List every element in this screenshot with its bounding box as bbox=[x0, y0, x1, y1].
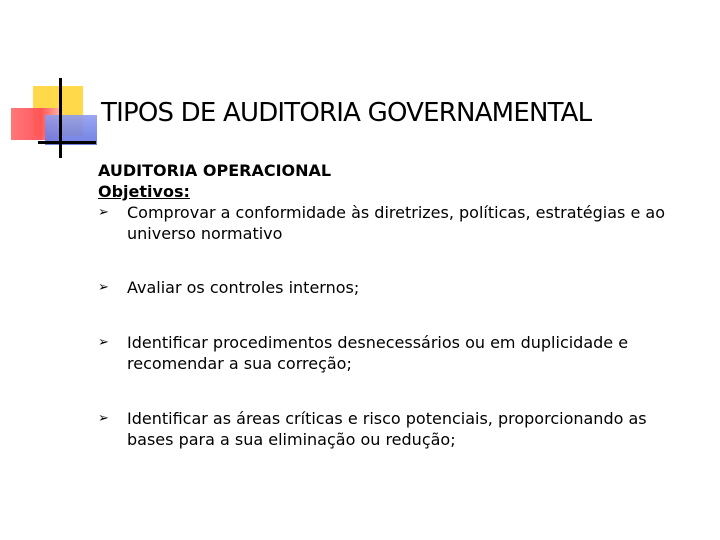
arrowhead-bullet-icon: ➢ bbox=[98, 280, 109, 295]
list-item-text: Identificar as áreas críticas e risco potenciais, proporcionando as bases para a sua eliminação ou redução; bbox=[127, 409, 647, 449]
logo-vertical-line bbox=[59, 78, 62, 158]
slide-title: TIPOS DE AUDITORIA GOVERNAMENTAL bbox=[101, 98, 592, 128]
list-item bbox=[98, 408, 698, 450]
arrowhead-bullet-icon: ➢ bbox=[98, 205, 109, 220]
logo-horizontal-line bbox=[38, 141, 96, 144]
list-item-text: Identificar procedimentos desnecessários ou em duplicidade e recomendar a sua correção; bbox=[127, 333, 629, 373]
arrowhead-bullet-icon: ➢ bbox=[98, 411, 109, 426]
list-item-text: Comprovar a conformidade às diretrizes, políticas, estratégias e ao universo normativo bbox=[127, 203, 665, 243]
arrowhead-bullet-icon: ➢ bbox=[98, 335, 109, 350]
list-item bbox=[98, 202, 698, 244]
slide-body bbox=[98, 160, 698, 450]
objectives-list bbox=[98, 202, 698, 450]
section-heading: AUDITORIA OPERACIONAL bbox=[98, 161, 332, 180]
list-item bbox=[98, 277, 698, 298]
slide-logo-decoration bbox=[0, 0, 100, 170]
objectives-label: Objetivos: bbox=[98, 182, 190, 201]
list-item bbox=[98, 332, 698, 374]
list-item-text: Avaliar os controles internos; bbox=[127, 278, 360, 297]
